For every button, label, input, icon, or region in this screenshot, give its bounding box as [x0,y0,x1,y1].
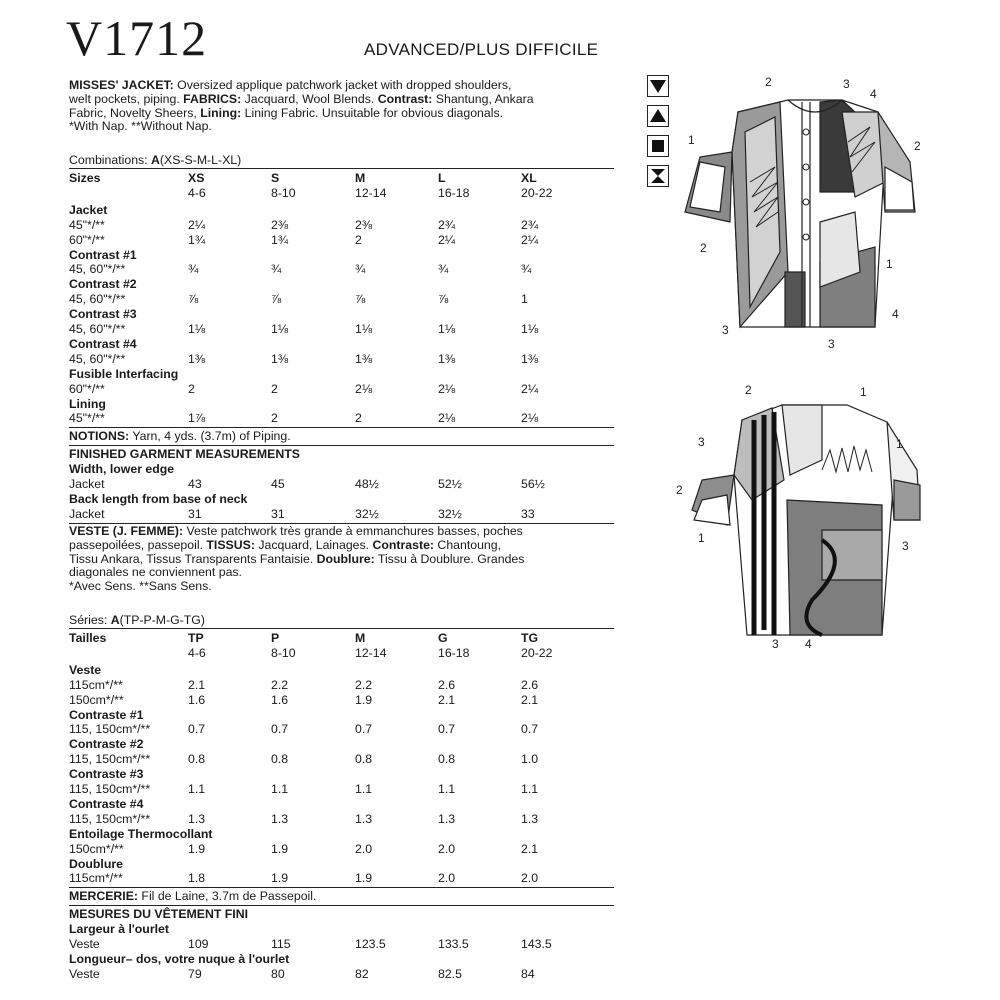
back-callout: 4 [805,637,812,651]
table-row [69,477,614,491]
row-label: 115, 150cm*/** [69,752,151,767]
table-cell: 143.5 [521,937,552,951]
table-cell: G [438,631,448,645]
table-cell: 2¼ [188,217,206,232]
table-row [69,307,614,321]
description-line [69,539,629,553]
front-callout: 1 [886,257,893,271]
measurements-title: MESURES DU VÊTEMENT FINI [69,907,249,922]
row-heading: Fusible Interfacing [69,366,179,381]
table-row [69,203,614,217]
table-rule [69,445,614,446]
table-cell: 1.3 [271,811,289,826]
table-cell: 2.2 [271,677,289,692]
table-cell: 2.0 [355,841,373,856]
table-cell: 115 [271,937,291,951]
table-cell: 31 [271,506,285,521]
table-row [69,337,614,351]
table-row [69,262,614,276]
row-label: 115cm*/** [69,871,123,886]
table-rule [69,628,614,629]
row-label: 45"*/** [69,411,105,426]
table-cell: 0.7 [438,722,456,737]
table-cell: 1.9 [271,871,289,886]
table-cell: S [271,171,280,185]
table-cell: 1.3 [521,811,539,826]
table-cell: 2 [271,381,278,396]
row-label: 150cm*/** [69,841,124,856]
row-label: 115, 150cm*/** [69,782,151,796]
description-text: Jacquard, Wool Blends. [241,91,378,106]
description-line [69,566,629,580]
table-cell: 0.7 [188,722,206,737]
table-cell: 2⅜ [271,217,289,232]
table-cell: 2.1 [438,692,456,707]
row-label: 45, 60"*/** [69,351,126,366]
table-row [69,218,614,232]
table-cell: 0.8 [438,752,456,767]
row-label: 60"*/** [69,381,105,396]
table-cell: 0.7 [271,722,289,737]
french-description [69,525,629,594]
description-text: Lining Fabric. Unsuitable for obvious diagonals. [241,105,504,120]
table-cell: 20-22 [521,185,553,200]
table-cell: 2 [271,411,278,426]
table-cell: 0.8 [188,752,206,767]
table-cell: ¾ [521,262,532,277]
triangle-up-icon [647,105,669,127]
table-cell: ⅞ [271,292,282,307]
table-cell: 1¾ [188,232,206,247]
table-cell: 20-22 [521,645,553,660]
row-heading: Lining [69,396,106,411]
table-cell: TP [188,631,204,645]
table-row [69,871,614,885]
row-heading: Entoilage Thermocollant [69,826,213,841]
description-text: passepoilées, passepoil. [69,537,207,552]
jacket-back-illustration [672,380,922,650]
description-text: Fabric, Novelty Sheers, [69,105,201,120]
description-bold-term: TISSUS: [206,537,255,552]
table-cell: 2 [355,232,362,247]
table-cell: 1⅞ [188,411,206,426]
table-cell: 2¾ [438,217,456,232]
table-cell: 123.5 [355,937,386,951]
table-row [69,292,614,306]
front-callout: 4 [892,307,899,321]
table-row [69,646,614,660]
table-row [69,797,614,811]
table-cell: 16-18 [438,185,470,200]
row-label: 45, 60"*/** [69,292,126,307]
description-bold-term: Lining: [200,105,242,120]
table-rule [69,168,614,169]
row-heading: Veste [69,662,102,677]
back-callout: 1 [860,385,867,399]
back-callout: 3 [772,637,779,651]
layout-symbols [647,75,671,195]
table-cell: 1.9 [355,871,373,886]
table-cell: 8-10 [271,645,296,660]
table-row [69,967,614,981]
description-line [69,120,629,134]
table-cell: 1.3 [188,811,206,826]
table-cell: M [355,171,366,185]
description-text: diagonales ne conviennent pas. [69,565,242,580]
table-row [69,737,614,751]
table-cell: 2⅛ [438,411,456,426]
table-cell: 79 [188,966,202,981]
front-callout: 3 [722,323,729,337]
table-row [69,663,614,677]
measurements-title: FINISHED GARMENT MEASUREMENTS [69,447,300,462]
table-cell: 1⅛ [438,322,456,336]
table-cell: 2 [188,381,195,396]
table-cell: 31 [188,506,202,521]
row-heading: Contraste #2 [69,737,144,752]
table-cell: 1.8 [188,871,206,886]
table-row [69,693,614,707]
english-description [69,79,629,134]
table-cell: 48½ [355,477,379,491]
row-heading: Largeur à l'ourlet [69,922,169,937]
row-heading: Jacket [69,202,108,217]
table-cell: 0.8 [271,752,289,767]
table-row [69,322,614,336]
table-cell: 1.6 [271,692,289,707]
table-row [69,186,614,200]
description-text: Veste patchwork très grande à emmanchures basses, poches [183,524,523,538]
table-cell: 2.2 [355,677,373,692]
table-row [69,952,614,966]
table-cell: 2⅛ [355,381,373,396]
table-cell: 1⅜ [188,351,206,366]
table-cell: 80 [271,966,285,981]
description-text: Chantoung, [434,537,502,552]
table-cell: 2⅛ [521,411,539,426]
table-cell: 1.1 [355,782,373,796]
table-cell: 1⅜ [271,351,289,366]
description-bold-term: Contraste: [372,537,435,552]
row-heading: Contrast #3 [69,307,137,322]
description-text: *With Nap. **Without Nap. [69,119,212,134]
table-cell: 45 [271,477,285,491]
table-row [69,397,614,411]
description-text: Tissu à Doublure. Grandes [374,551,525,566]
table-cell: 0.7 [355,722,373,737]
table-cell: 2.1 [188,677,206,692]
table-cell: 1.9 [271,841,289,856]
table-cell: ¾ [271,262,282,277]
front-callout: 4 [870,87,877,101]
table-cell: ⅞ [355,292,366,307]
description-text: Tissu Ankara, Tissus Transparents Fantaisie. [69,551,317,566]
notions-line [69,889,316,903]
back-callout: 3 [902,539,909,553]
row-heading: Sizes [69,171,101,185]
table-cell: 33 [521,506,535,521]
row-label: 45, 60"*/** [69,322,126,336]
table-row [69,631,614,645]
row-label: 115, 150cm*/** [69,811,151,826]
table-cell: 1.3 [438,811,456,826]
notions-line [69,429,291,443]
table-cell: ⅞ [438,292,449,307]
table-cell: 1⅛ [188,322,206,336]
front-callout: 3 [843,77,850,91]
row-label: 45"*/** [69,217,105,232]
table-cell: TG [521,631,539,645]
table-row [69,842,614,856]
description-bold-term: FABRICS: [183,91,242,106]
row-label: Veste [69,966,100,981]
table-row [69,708,614,722]
english-combinations: Combinations: A(XS-S-M-L-XL) [69,153,242,167]
table-row [69,382,614,396]
table-cell: 1.1 [188,782,206,796]
back-callout: 2 [676,483,683,497]
table-cell: 2¼ [438,232,456,247]
table-cell: 1⅛ [271,322,289,336]
front-callout: 3 [828,337,835,351]
table-cell: 1.6 [188,692,206,707]
table-cell: 133.5 [438,937,469,951]
square-icon [647,135,669,157]
row-heading: Contraste #1 [69,707,144,722]
table-cell: XS [188,171,205,185]
table-cell: 2¼ [521,381,539,396]
description-line [69,580,629,594]
description-line [69,525,629,539]
row-label: 60"*/** [69,232,105,247]
table-cell: ¾ [355,262,366,277]
table-row [69,367,614,381]
table-cell: ⅞ [188,292,199,307]
table-cell: 1.1 [271,782,289,796]
table-cell: 12-14 [355,645,387,660]
table-rule [69,427,614,428]
back-callout: 3 [698,435,705,449]
table-cell: 2¾ [521,217,539,232]
table-cell: 1⅛ [355,322,373,336]
table-cell: 1.9 [355,692,373,707]
back-callout: 1 [698,531,705,545]
table-cell: 4-6 [188,645,206,660]
table-cell: 1⅜ [438,351,456,366]
row-heading: Longueur– dos, votre nuque à l'ourlet [69,951,290,966]
table-cell: 2.6 [438,677,456,692]
table-row [69,922,614,936]
table-cell: 82 [355,966,369,981]
table-cell: 1.9 [188,841,206,856]
notions-label: MERCERIE: [69,889,139,904]
table-cell: 84 [521,966,535,981]
table-row [69,507,614,521]
table-cell: 56½ [521,477,545,491]
front-callout: 2 [765,75,772,89]
description-text: Shantung, Ankara [432,91,534,106]
table-row [69,233,614,247]
description-bold-term: Contrast: [377,91,433,106]
description-bold-term: MISSES' JACKET: [69,78,174,92]
table-cell: 16-18 [438,645,470,660]
table-row [69,352,614,366]
table-cell: 43 [188,477,202,491]
row-heading: Back length from base of neck [69,491,248,506]
row-heading: Contraste #3 [69,767,144,782]
table-cell: 1⅜ [521,351,539,366]
table-row [69,937,614,951]
hourglass-icon [647,165,669,187]
table-cell: 2.0 [438,841,456,856]
table-cell: 8-10 [271,185,296,200]
description-line [69,107,629,121]
back-callout: 1 [896,437,903,451]
table-cell: 109 [188,937,209,951]
front-callout: 2 [700,241,707,255]
table-cell: 1.1 [521,782,539,796]
table-cell: 0.8 [355,752,373,767]
row-label: Jacket [69,477,105,491]
notions-label: NOTIONS: [69,429,130,444]
back-callout: 2 [745,383,752,397]
description-bold-term: VESTE (J. FEMME): [69,524,184,538]
table-row [69,812,614,826]
row-label: Jacket [69,506,105,521]
table-cell: 1⅜ [355,351,373,366]
row-label: 45, 60"*/** [69,262,126,277]
pattern-number: V1712 [66,10,208,66]
table-row [69,171,614,185]
description-text: welt pockets, piping. [69,91,184,106]
notions-text: Yarn, 4 yds. (3.7m) of Piping. [129,429,291,444]
table-cell: 1⅛ [521,322,539,336]
row-heading: Doublure [69,856,123,871]
description-text: Jacquard, Lainages. [254,537,373,552]
table-row [69,492,614,506]
description-line [69,79,629,93]
table-cell: ¾ [188,262,199,277]
table-cell: M [355,631,366,645]
table-cell: 2.6 [521,677,539,692]
table-cell: 1.1 [438,782,456,796]
table-row [69,722,614,736]
jacket-front-illustration [680,72,920,352]
table-cell: 32½ [438,506,462,521]
table-cell: 1.3 [355,811,373,826]
table-row [69,857,614,871]
row-heading: Contrast #1 [69,247,137,262]
table-cell: 2.0 [521,871,539,886]
row-label: 115, 150cm*/** [69,722,151,737]
table-cell: 2¼ [521,232,539,247]
description-bold-term: Doublure: [316,551,375,566]
french-combinations: Séries: A(TP-P-M-G-TG) [69,613,205,627]
row-heading: Width, lower edge [69,462,175,477]
description-line [69,553,629,567]
row-heading: Tailles [69,631,107,645]
table-row [69,752,614,766]
table-cell: 12-14 [355,185,387,200]
table-rule [69,887,614,888]
row-label: 115cm*/** [69,677,123,692]
table-row [69,678,614,692]
table-cell: ¾ [438,262,449,277]
row-heading: Contraste #4 [69,796,144,811]
row-label: 150cm*/** [69,692,124,707]
table-cell: P [271,631,280,645]
table-row [69,767,614,781]
table-row [69,782,614,796]
table-row [69,248,614,262]
table-cell: 1 [521,292,528,307]
table-row [69,462,614,476]
table-cell: 52½ [438,477,462,491]
description-text: Oversized applique patchwork jacket with dropped shoulders, [173,78,512,92]
table-cell: 82.5 [438,966,462,981]
table-cell: 2 [355,411,362,426]
row-label: Veste [69,937,100,951]
table-cell: 0.7 [521,722,539,737]
table-row [69,411,614,425]
table-row [69,827,614,841]
table-cell: L [438,171,446,185]
difficulty-level: ADVANCED/PLUS DIFFICILE [364,40,599,59]
table-cell: 2⅜ [355,217,373,232]
table-cell: 1.0 [521,752,539,767]
table-cell: 2.1 [521,841,539,856]
front-callout: 1 [688,133,695,147]
row-heading: Contrast #4 [69,336,137,351]
triangle-down-icon [647,75,669,97]
table-cell: 2⅛ [438,381,456,396]
row-heading: Contrast #2 [69,277,137,292]
table-cell: 1¾ [271,232,289,247]
table-cell: 2.1 [521,692,539,707]
description-text: *Avec Sens. **Sans Sens. [69,579,212,594]
table-cell: XL [521,171,537,185]
front-callout: 2 [914,139,921,153]
table-cell: 32½ [355,506,379,521]
table-row [69,277,614,291]
notions-text: Fil de Laine, 3.7m de Passepoil. [138,889,317,904]
table-cell: 4-6 [188,185,206,200]
table-cell: 2.0 [438,871,456,886]
description-line [69,93,629,107]
